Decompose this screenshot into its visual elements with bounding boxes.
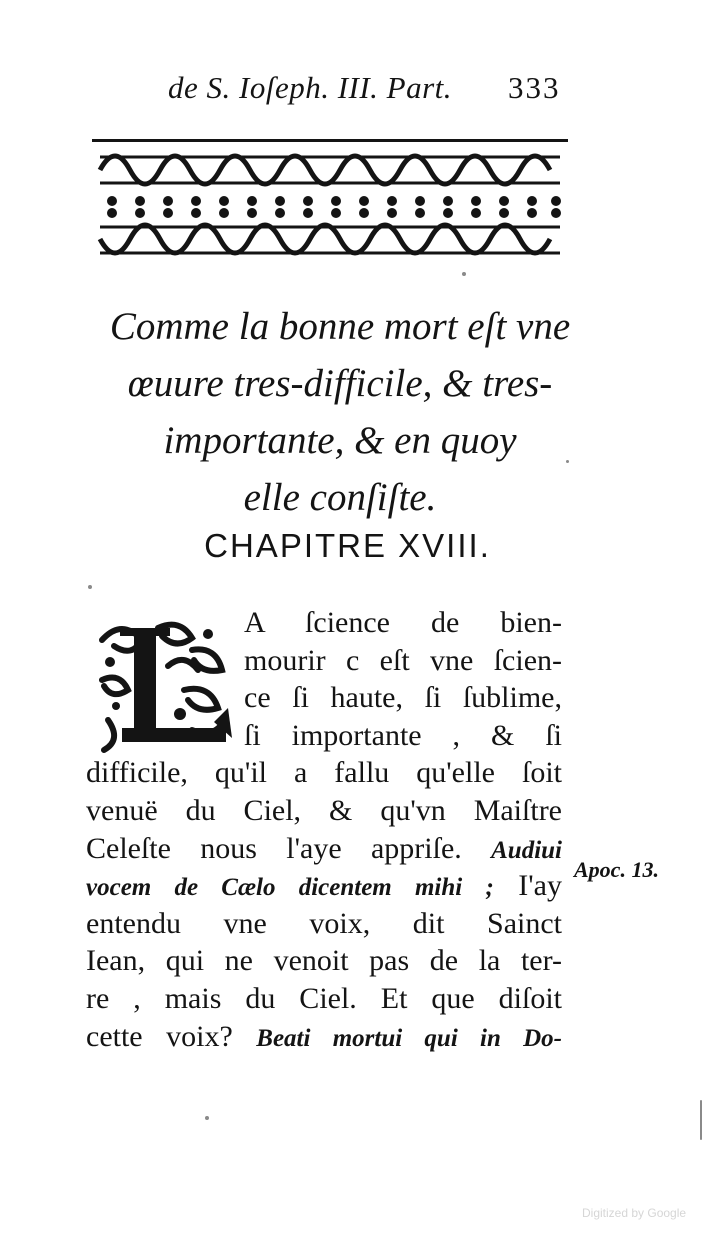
ornamental-border-icon	[90, 135, 570, 265]
heading-line: elle conſiſte.	[243, 476, 437, 519]
body-line: mourir c eſt vne ſcien-	[244, 643, 562, 677]
page-number: 333	[508, 70, 561, 105]
body-line: Iean, qui ne venoit pas de la ter-	[86, 944, 562, 978]
running-header	[168, 70, 568, 110]
running-header-title: de S. Ioſeph. III. Part.	[168, 70, 453, 105]
ornament-row-middle	[107, 196, 561, 218]
body-line: re , mais du Ciel. Et que diſoit	[86, 981, 562, 1015]
chapter-heading	[60, 298, 620, 526]
body-line: A ſcience de bien-	[244, 606, 562, 639]
heading-line: œuure tres-difficile, & tres-	[127, 362, 553, 405]
body-line	[86, 1018, 562, 1056]
margin-reference: Apoc. 13.	[574, 857, 659, 882]
body-line	[86, 867, 562, 905]
latin-quotation: Beati mortui qui in Do-	[256, 1024, 562, 1052]
body-line: venuë du Ciel, & qu'vn Maiſtre	[86, 793, 562, 827]
body-paragraph	[86, 604, 562, 1055]
paper-speck	[205, 1116, 209, 1120]
paper-speck	[700, 1100, 702, 1140]
latin-quotation: vocem de Cælo dicentem mihi ;	[86, 874, 494, 902]
chapter-label: CHAPITRE XVIII.	[204, 527, 491, 564]
body-line-roman: I'ay	[493, 869, 562, 903]
body-line: entendu vne voix, dit Sainct	[86, 906, 562, 940]
body-line	[86, 830, 562, 868]
paper-speck	[88, 585, 92, 589]
paper-speck	[566, 460, 569, 463]
body-line-roman: cette voix?	[86, 1019, 257, 1053]
body-line-roman: Celeſte nous l'aye appriſe.	[86, 831, 492, 865]
body-line: ſi importante , & ſi	[244, 718, 562, 752]
body-line: ce ſi haute, ſi ſublime,	[244, 681, 562, 715]
heading-line: Comme la bonne mort eſt vne	[109, 305, 571, 348]
body-line: difficile, qu'il a fallu qu'elle ſoit	[86, 756, 562, 790]
ornament-row-top	[100, 156, 560, 184]
digitization-watermark: Digitized by Google	[582, 1206, 687, 1220]
paper-speck	[462, 272, 466, 276]
ornament-row-bottom	[100, 225, 560, 253]
latin-quotation: Audiui	[491, 836, 562, 864]
heading-line: importante, & en quoy	[163, 419, 517, 462]
